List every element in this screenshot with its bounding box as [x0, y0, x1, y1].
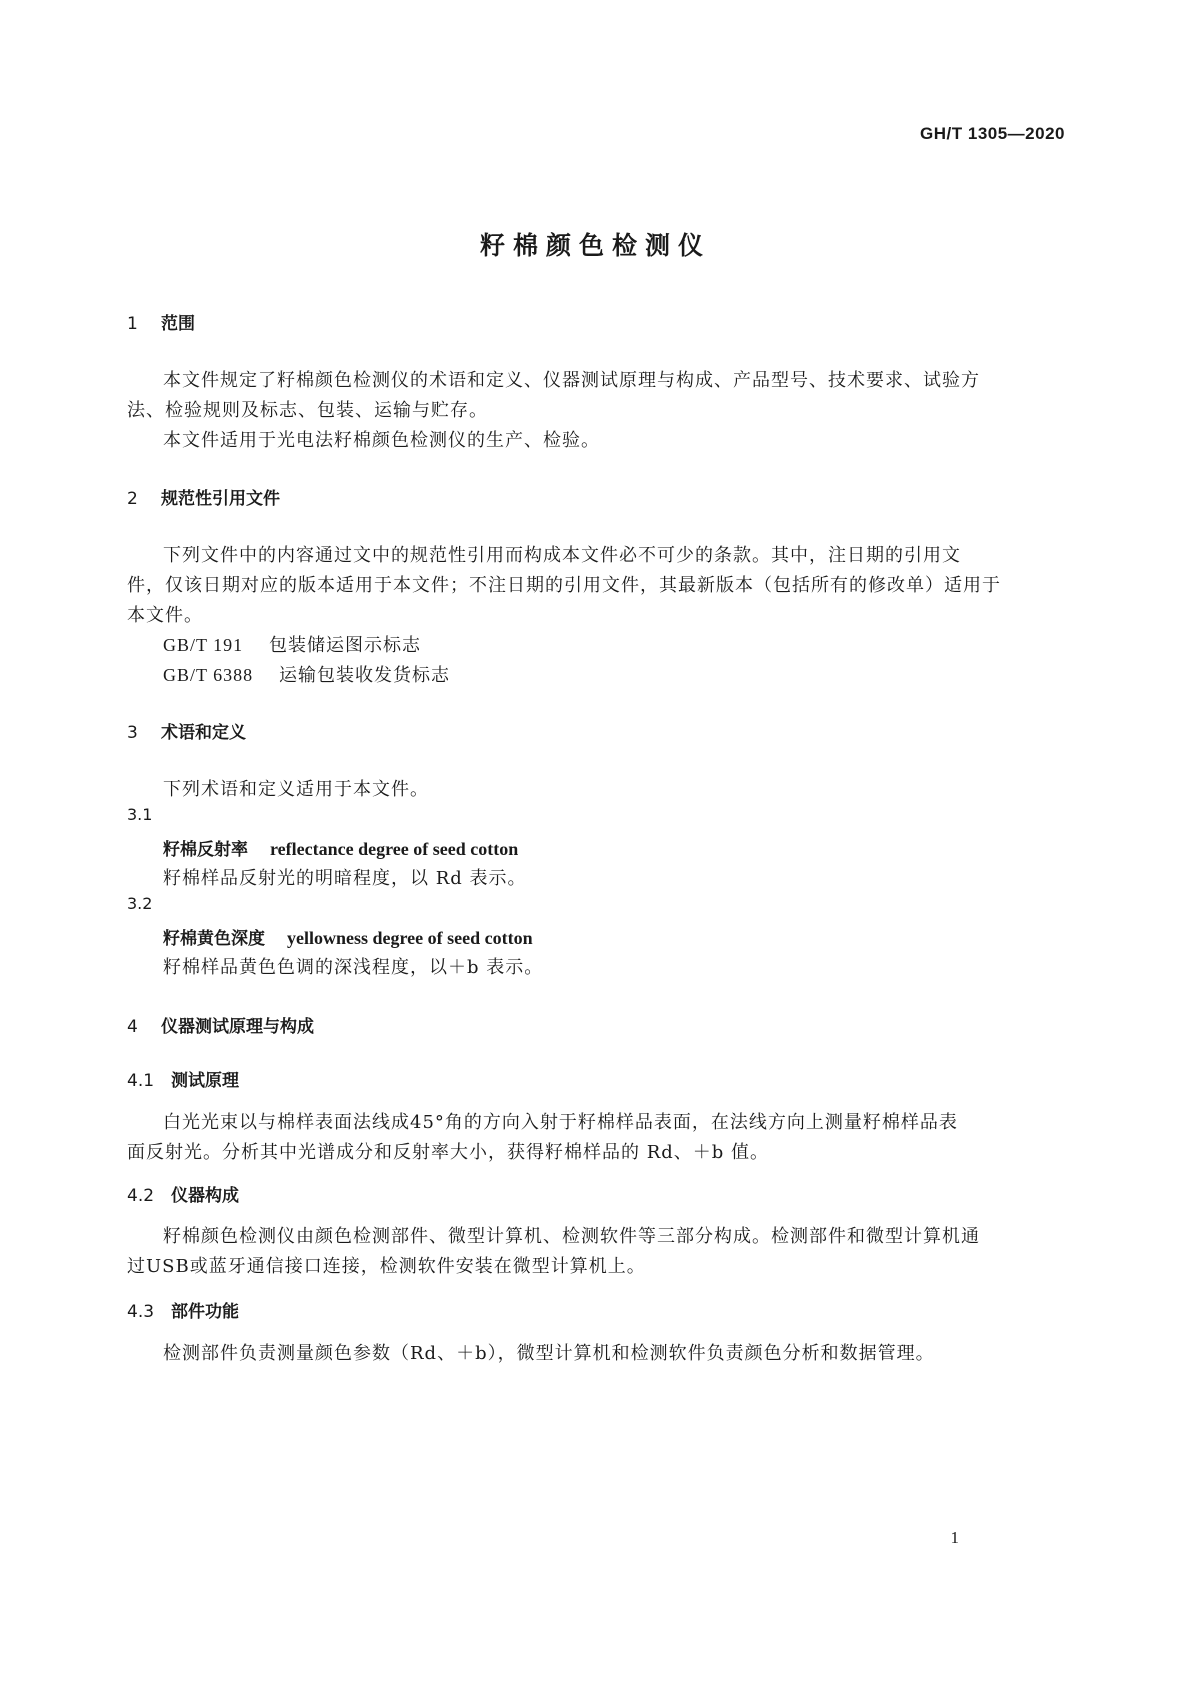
section-title: 术语和定义 [161, 723, 246, 743]
section-number: 3 [127, 723, 138, 743]
term-english: reflectance degree of seed cotton [270, 839, 519, 859]
document-title: 籽棉颜色检测仪 [479, 231, 711, 260]
reference-title: 运输包装收发货标志 [279, 665, 450, 686]
section-number: 1 [127, 314, 138, 334]
term-entry [163, 924, 533, 949]
section-3-heading [127, 718, 246, 743]
normative-reference [163, 661, 450, 687]
term-definition: 籽棉样品反射光的明暗程度，以 Rd 表示。 [163, 868, 527, 889]
section-title: 仪器测试原理与构成 [161, 1017, 314, 1037]
term-english: yellowness degree of seed cotton [287, 928, 533, 948]
reference-title: 包装储运图示标志 [269, 635, 421, 656]
paragraph-line: 本文件。 [127, 605, 203, 626]
paragraph-line: 法、检验规则及标志、包装、运输与贮存。 [127, 400, 488, 421]
subsection-number: 4.2 [127, 1186, 155, 1206]
term-number: 3.2 [127, 894, 153, 913]
section-number: 2 [127, 489, 138, 509]
section-title: 范围 [161, 314, 195, 334]
section-2-heading [127, 484, 280, 509]
term-number: 3.1 [127, 805, 153, 824]
reference-code: GB/T 191 [163, 635, 244, 655]
paragraph-line: 检测部件负责测量颜色参数（Rd、＋b），微型计算机和检测软件负责颜色分析和数据管理。 [163, 1343, 935, 1364]
paragraph-line: 下列术语和定义适用于本文件。 [163, 779, 429, 800]
subsection-number: 4.3 [127, 1302, 155, 1322]
term-definition: 籽棉样品黄色色调的深浅程度，以＋b 表示。 [163, 957, 544, 978]
paragraph-line: 过USB或蓝牙通信接口连接，检测软件安装在微型计算机上。 [127, 1256, 646, 1277]
paragraph-line: 面反射光。分析其中光谱成分和反射率大小，获得籽棉样品的 Rd、＋b 值。 [127, 1142, 770, 1163]
term-chinese: 籽棉反射率 [163, 840, 248, 860]
subsection-title: 仪器构成 [171, 1186, 239, 1206]
paragraph-line: 白光光束以与棉样表面法线成45°角的方向入射于籽棉样品表面，在法线方向上测量籽棉样品表 [163, 1112, 958, 1133]
subsection-title: 部件功能 [171, 1302, 239, 1322]
section-number: 4 [127, 1017, 138, 1037]
paragraph-line: 件，仅该日期对应的版本适用于本文件；不注日期的引用文件，其最新版本（包括所有的修改单）适用于 [127, 575, 1001, 596]
term-chinese: 籽棉黄色深度 [163, 929, 265, 949]
paragraph-line: 下列文件中的内容通过文中的规范性引用而构成本文件必不可少的条款。其中，注日期的引用文 [163, 545, 961, 566]
section-4-heading [127, 1012, 314, 1037]
section-title: 规范性引用文件 [161, 489, 280, 509]
subsection-title: 测试原理 [171, 1071, 239, 1091]
reference-code: GB/T 6388 [163, 665, 254, 685]
subsection-4-1-heading [127, 1066, 239, 1091]
page-number: 1 [950, 1528, 959, 1547]
subsection-4-3-heading [127, 1297, 239, 1322]
standard-number: GH/T 1305—2020 [920, 124, 1065, 143]
paragraph-line: 籽棉颜色检测仪由颜色检测部件、微型计算机、检测软件等三部分构成。检测部件和微型计算机通 [163, 1226, 980, 1247]
paragraph-line: 本文件规定了籽棉颜色检测仪的术语和定义、仪器测试原理与构成、产品型号、技术要求、试验方 [163, 370, 980, 391]
subsection-number: 4.1 [127, 1071, 155, 1091]
normative-reference [163, 631, 421, 657]
section-1-heading [127, 309, 195, 334]
term-entry [163, 835, 518, 860]
paragraph-line: 本文件适用于光电法籽棉颜色检测仪的生产、检验。 [163, 430, 600, 451]
subsection-4-2-heading [127, 1181, 239, 1206]
